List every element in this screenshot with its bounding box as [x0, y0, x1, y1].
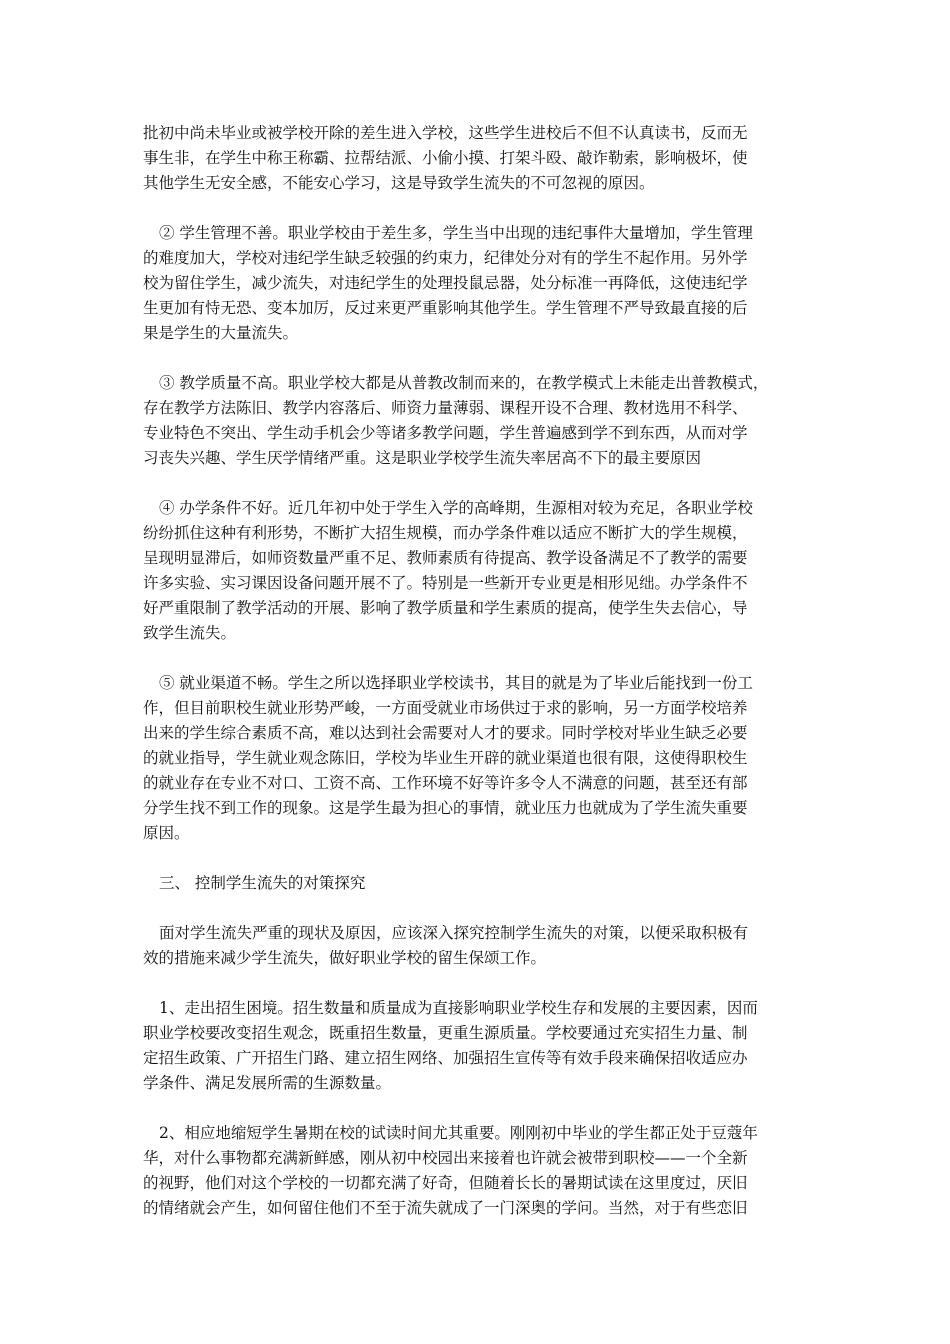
text-line: 分学生找不到工作的现象。这是学生最为担心的事情，就业压力也就成为了学生流失重要 [143, 799, 748, 817]
text-line: 果是学生的大量流失。 [143, 324, 299, 342]
text-line: 2、相应地缩短学生暑期在校的试读时间尤其重要。刚刚初中毕业的学生都正处于豆蔻年 [159, 1124, 758, 1142]
text-line: ⑤ 就业渠道不畅。学生之所以选择职业学校读书，其目的就是为了毕业后能找到一份工 [159, 674, 753, 692]
text-line: 学条件、满足发展所需的生源数量。 [143, 1074, 392, 1092]
paragraph-countermeasures-intro [143, 921, 818, 971]
text-line: 纷纷抓住这种有利形势，不断扩大招生规模，而办学条件难以适应不断扩大的学生规模， [143, 524, 748, 542]
text-line: 存在教学方法陈旧、教学内容落后、师资力量薄弱、课程开设不合理、教材选用不科学、 [143, 399, 748, 417]
paragraph-trial-period [143, 1121, 818, 1221]
text-line: 面对学生流失严重的现状及原因，应该深入探究控制学生流失的对策，以便采取积极有 [159, 924, 749, 942]
text-line: 华，对什么事物都充满新鲜感，刚从初中校园出来接着也许就会被带到职校——一个全新 [143, 1149, 748, 1167]
paragraph-continuation [143, 121, 818, 196]
text-line: 校为留住学生，减少流失，对违纪学生的处理投鼠忌器，处分标准一再降低，这使违纪学 [143, 274, 748, 292]
text-line: 事生非，在学生中称王称霸、拉帮结派、小偷小摸、打架斗殴、敲诈勒索，影响极坏，使 [143, 149, 748, 167]
document-page [143, 121, 818, 1221]
text-line: 的难度加大，学校对违纪学生缺乏较强的约束力，纪律处分对有的学生不起作用。另外学 [143, 249, 748, 267]
text-line: 习丧失兴趣、学生厌学情绪严重。这是职业学校学生流失率居高不下的最主要原因 [143, 449, 702, 467]
text-line: 职业学校要改变招生观念，既重招生数量，更重生源质量。学校要通过充实招生力量、制 [143, 1024, 748, 1042]
text-line: 的情绪就会产生，如何留住他们不至于流失就成了一门深奥的学问。当然，对于有些恋旧 [143, 1199, 748, 1217]
text-line: ④ 办学条件不好。近几年初中处于学生入学的高峰期，生源相对较为充足，各职业学校 [159, 499, 753, 517]
text-line: 作，但目前职校生就业形势严峻，一方面受就业市场供过于求的影响，另一方面学校培养 [143, 699, 748, 717]
text-line: 出来的学生综合素质不高，难以达到社会需要对人才的要求。同时学校对毕业生缺乏必要 [143, 724, 748, 742]
paragraph-enrollment [143, 996, 818, 1096]
text-line: ③ 教学质量不高。职业学校大都是从普教改制而来的，在教学模式上未能走出普教模式， [159, 374, 769, 392]
paragraph-teaching-quality [143, 371, 818, 471]
text-line: 的就业指导，学生就业观念陈旧，学校为毕业生开辟的就业渠道也很有限，这使得职校生 [143, 749, 748, 767]
heading-text: 三、 控制学生流失的对策探究 [159, 874, 366, 892]
text-line: 专业特色不突出、学生动手机会少等诸多教学问题，学生普遍感到学不到东西，从而对学 [143, 424, 748, 442]
text-line: 许多实验、实习课因设备问题开展不了。特别是一些新开专业更是相形见绌。办学条件不 [143, 574, 748, 592]
text-line: ② 学生管理不善。职业学校由于差生多，学生当中出现的违纪事件大量增加，学生管理 [159, 224, 753, 242]
text-line: 批初中尚未毕业或被学校开除的差生进入学校，这些学生进校后不但不认真读书，反而无 [143, 124, 748, 142]
text-line: 1、走出招生困境。招生数量和质量成为直接影响职业学校生存和发展的主要因素，因而 [159, 999, 758, 1017]
text-line: 致学生流失。 [143, 624, 237, 642]
text-line: 好严重限制了教学活动的开展、影响了教学质量和学生素质的提高，使学生失去信心，导 [143, 599, 748, 617]
text-line: 的视野，他们对这个学校的一切都充满了好奇，但随着长长的暑期试读在这里度过，厌旧 [143, 1174, 748, 1192]
text-line: 原因。 [143, 824, 190, 842]
paragraph-employment-channels [143, 671, 818, 846]
text-line: 的就业存在专业不对口、工资不高、工作环境不好等许多令人不满意的问题，甚至还有部 [143, 774, 748, 792]
text-line: 生更加有恃无恐、变本加厉，反过来更严重影响其他学生。学生管理不严导致最直接的后 [143, 299, 748, 317]
text-line: 呈现明显滞后，如师资数量严重不足、教师素质有待提高、教学设备满足不了教学的需要 [143, 549, 748, 567]
section-heading [143, 871, 818, 896]
text-line: 效的措施来减少学生流失，做好职业学校的留生保颂工作。 [143, 949, 547, 967]
paragraph-student-management [143, 221, 818, 346]
text-line: 其他学生无安全感，不能安心学习，这是导致学生流失的不可忽视的原因。 [143, 174, 655, 192]
paragraph-school-conditions [143, 496, 818, 646]
text-line: 定招生政策、广开招生门路、建立招生网络、加强招生宣传等有效手段来确保招收适应办 [143, 1049, 748, 1067]
